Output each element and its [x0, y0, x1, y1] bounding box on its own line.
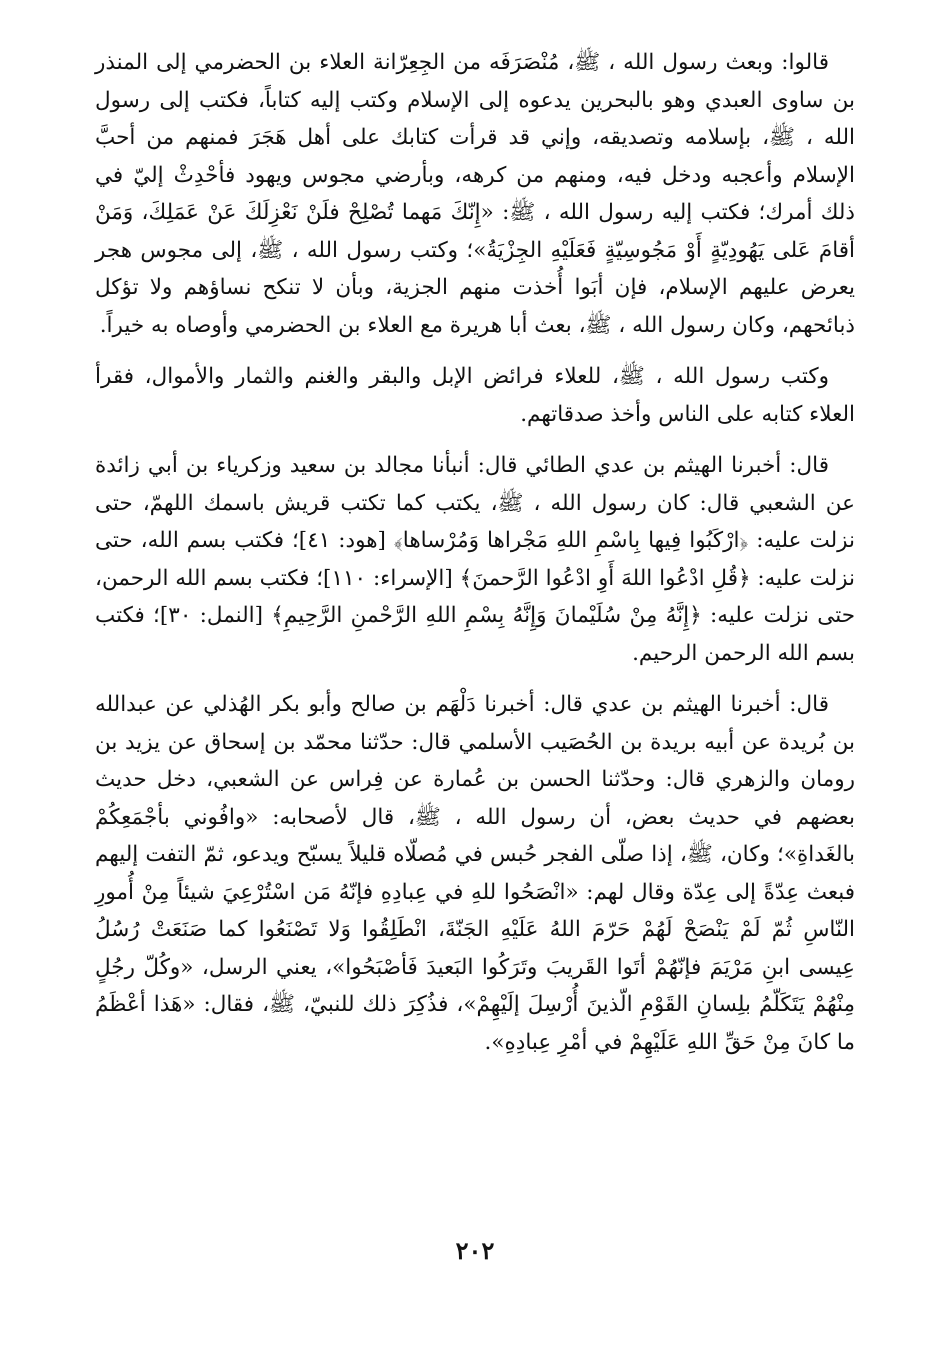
paragraph-3: قال: أخبرنا الهيثم بن عدي الطائي قال: أنبأنا مجالد بن سعيد وزكرياء بن أبي زائدة عن الشعبي قال: كان رسول الله ، ﷺ، يكتب كما تكتب قريش باسمك اللهمّ، حتى نزلت عليه: ﴿ارْكَبُوا فِيها بِاسْمِ اللهِ مَجْراها وَمُرْساها﴾ [هود: ٤١]؛ فكتب بسم الله، حتى نزلت عليه: ﴿قُلِ ادْعُوا اللهَ أَوِ ادْعُوا الرَّحمنَ﴾ [الإسراء: ١١٠]؛ فكتب بسم الله الرحمن، حتى نزلت عليه: ﴿إِنَّهُ مِنْ سُلَيْمانَ وَإِنَّهُ بِسْمِ اللهِ الرَّحْمنِ الرَّحِيمِ﴾ [النمل: ٣٠]؛ فكتب بسم الله الرحمن الرحيم. — [95, 453, 855, 666]
paragraph-1: قالوا: وبعث رسول الله ، ﷺ، مُنْصَرَفَه من الجِعِرّانة العلاء بن الحضرمي إلى المنذر بن ساوى العبدي وهو بالبحرين يدعوه إلى الإسلام وكتب إليه كتاباً، فكتب إلى رسول الله ، ﷺ، بإسلامه وتصديقه، وإني قد قرأت كتابك على أهل هَجَرَ فمنهم من أحبَّ الإسلام وأعجبه ودخل فيه، ومنهم من كرهه، وبأرضي مجوس ويهود فأحْدِثْ إليّ في ذلك أمرك؛ فكتب إليه رسول الله ، ﷺ: «إِنّكَ مَهما تُصْلِحْ فلَنْ نَعْزِلَكَ عَنْ عَمَلِكَ، وَمَنْ أقامَ عَلى يَهُودِيّةٍ أَوْ مَجُوسِيّةٍ فَعَلَيْهِ الجِزْيَةُ»؛ وكتب رسول الله ، ﷺ، إلى مجوس هجر يعرض عليهم الإسلام، فإن أبَوا أُخذت منهم الجزية، وبأن لا تنكح نساؤهم ولا تؤكل ذبائحهم، وكان رسول الله ، ﷺ، بعث أبا هريرة مع العلاء بن الحضرمي وأوصاه به خيراً. — [95, 50, 855, 338]
paragraph-4: قال: أخبرنا الهيثم بن عدي قال: أخبرنا دَلْهَم بن صالح وأبو بكر الهُذلي عن عبدالله بن بُريدة عن أبيه بريدة بن الحُصَيب الأسلمي قال: حدّثنا محمّد بن إسحاق عن يزيد بن رومان والزهري قال: وحدّثنا الحسن بن عُمارة عن فِراس عن الشعبي، دخل حديث بعضهم في حديث بعض، أن رسول الله ، ﷺ، قال لأصحابه: «وافُوني بأجْمَعِكُمْ بالغَداةِ»؛ وكان، ﷺ، إذا صلّى الفجر حُبس في مُصلّاه قليلاً يسبّح ويدعو، ثمّ التفت إليهم فبعث عِدّةً إلى عِدّة وقال لهم: «انْصَحُوا للهِ في عِبادِهِ فإنّهُ مَن اسْتُرْعِيَ شيئاً مِنْ أُمورِ النّاسِ ثُمّ لَمْ يَنْصَحْ لَهُمْ حَرّمَ اللهُ عَلَيْهِ الجَنّةَ، انْطَلِقُوا وَلا تَصْنَعُوا كما صَنَعَتْ رُسُلُ عِيسى ابنِ مَرْيَمَ فإنّهُمْ أتَوا القَريبَ وتَرَكُوا البَعيدَ فَأصْبَحُوا»، يعني الرسل، «وكُلّ رجُلٍ مِنْهُمْ يَتَكَلّمُ بلِسانِ القَوْمِ الّذينَ أُرْسِلَ إلَيْهِمْ»، فذُكِرَ ذلك للنبيّ، ﷺ، فقال: «هَذا أعْظَمُ ما كانَ مِنْ حَقِّ اللهِ عَلَيْهِمْ في أمْرِ عِبادِهِ». — [95, 692, 855, 1055]
paragraph-2: وكتب رسول الله ، ﷺ، للعلاء فرائض الإبل والبقر والغنم والثمار والأموال، فقرأ العلاء كتابه على الناس وأخذ صدقاتهم. — [95, 364, 855, 427]
page-number: ٢٠٢ — [455, 1236, 495, 1265]
page-body — [95, 44, 855, 1075]
